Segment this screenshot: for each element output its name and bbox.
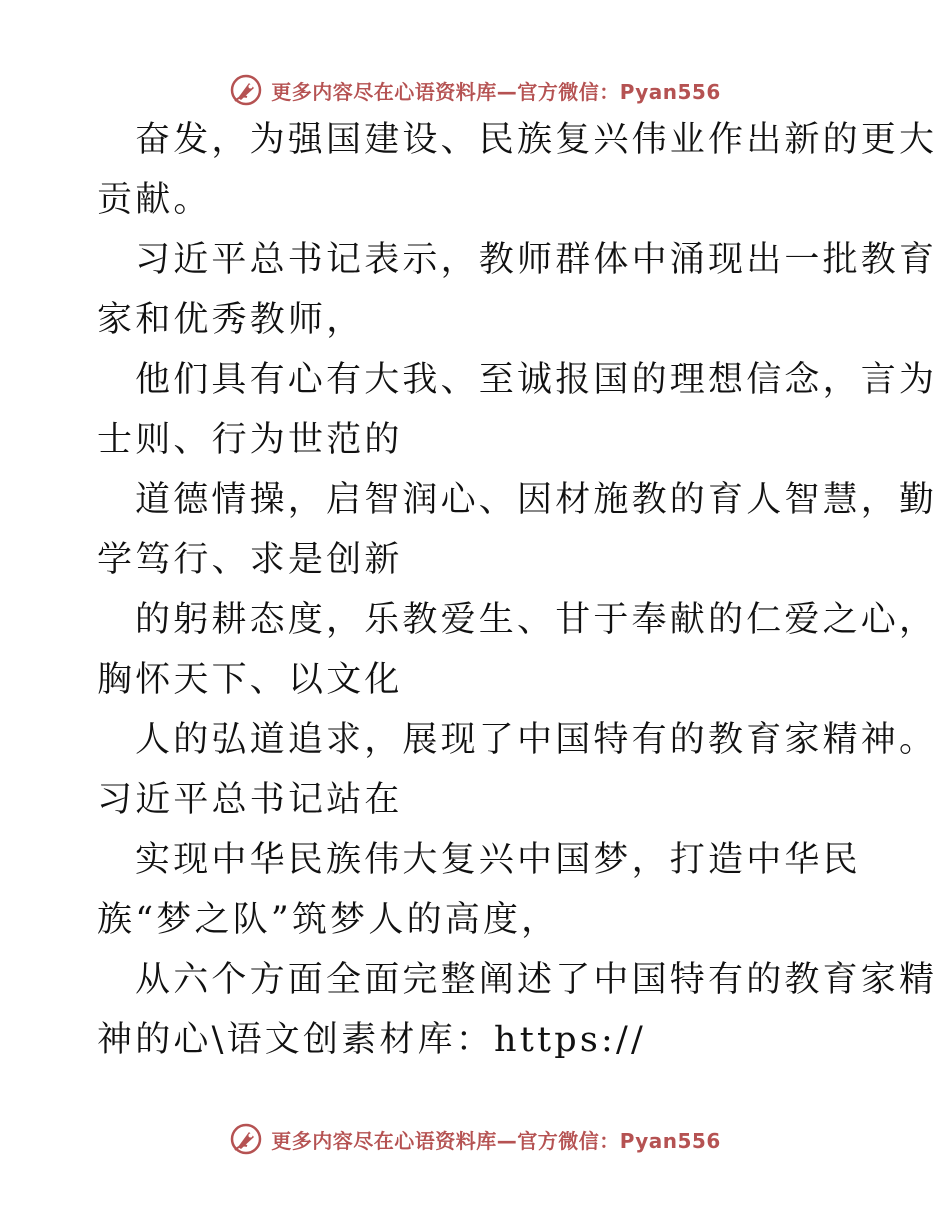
paragraph-line: 神的心\语文创素材库：https://	[97, 1020, 647, 1060]
paragraph-line: 胸怀天下、以文化	[97, 660, 403, 700]
paragraph-line: 家和优秀教师，	[97, 300, 365, 340]
paragraph-line: 从六个方面全面完整阐述了中国特有的教育家精	[135, 960, 938, 1000]
paragraph-line: 学笃行、求是创新	[97, 540, 403, 580]
paragraph-line: 习近平总书记表示，教师群体中涌现出一批教育	[135, 240, 938, 280]
paragraph-line: 贡献。	[97, 180, 212, 220]
paragraph-line: 士则、行为世范的	[97, 420, 403, 460]
pen-nib-logo-icon	[229, 73, 263, 107]
paragraph-line: 道德情操，启智润心、因材施教的育人智慧，勤	[135, 480, 938, 520]
header-banner-text: 更多内容尽在心语资料库—官方微信：Pyan556	[271, 79, 721, 104]
paragraph-line: 的躬耕态度，乐教爱生、甘于奉献的仁爱之心，	[135, 600, 938, 640]
paragraph-line: 人的弘道追求，展现了中国特有的教育家精神。	[135, 720, 938, 760]
footer-banner-text: 更多内容尽在心语资料库—官方微信：Pyan556	[271, 1128, 721, 1153]
paragraph-line: 习近平总书记站在	[97, 780, 403, 820]
pen-nib-logo-icon	[229, 1122, 263, 1156]
document-body	[0, 110, 950, 1070]
paragraph-line: 族“梦之队”筑梦人的高度，	[97, 900, 560, 940]
paragraph-line: 实现中华民族伟大复兴中国梦，打造中华民	[135, 840, 861, 880]
footer-banner	[0, 1119, 950, 1159]
header-banner	[0, 70, 950, 110]
paragraph-line: 奋发，为强国建设、民族复兴伟业作出新的更大	[135, 120, 938, 160]
paragraph-line: 他们具有心有大我、至诚报国的理想信念，言为	[135, 360, 938, 400]
